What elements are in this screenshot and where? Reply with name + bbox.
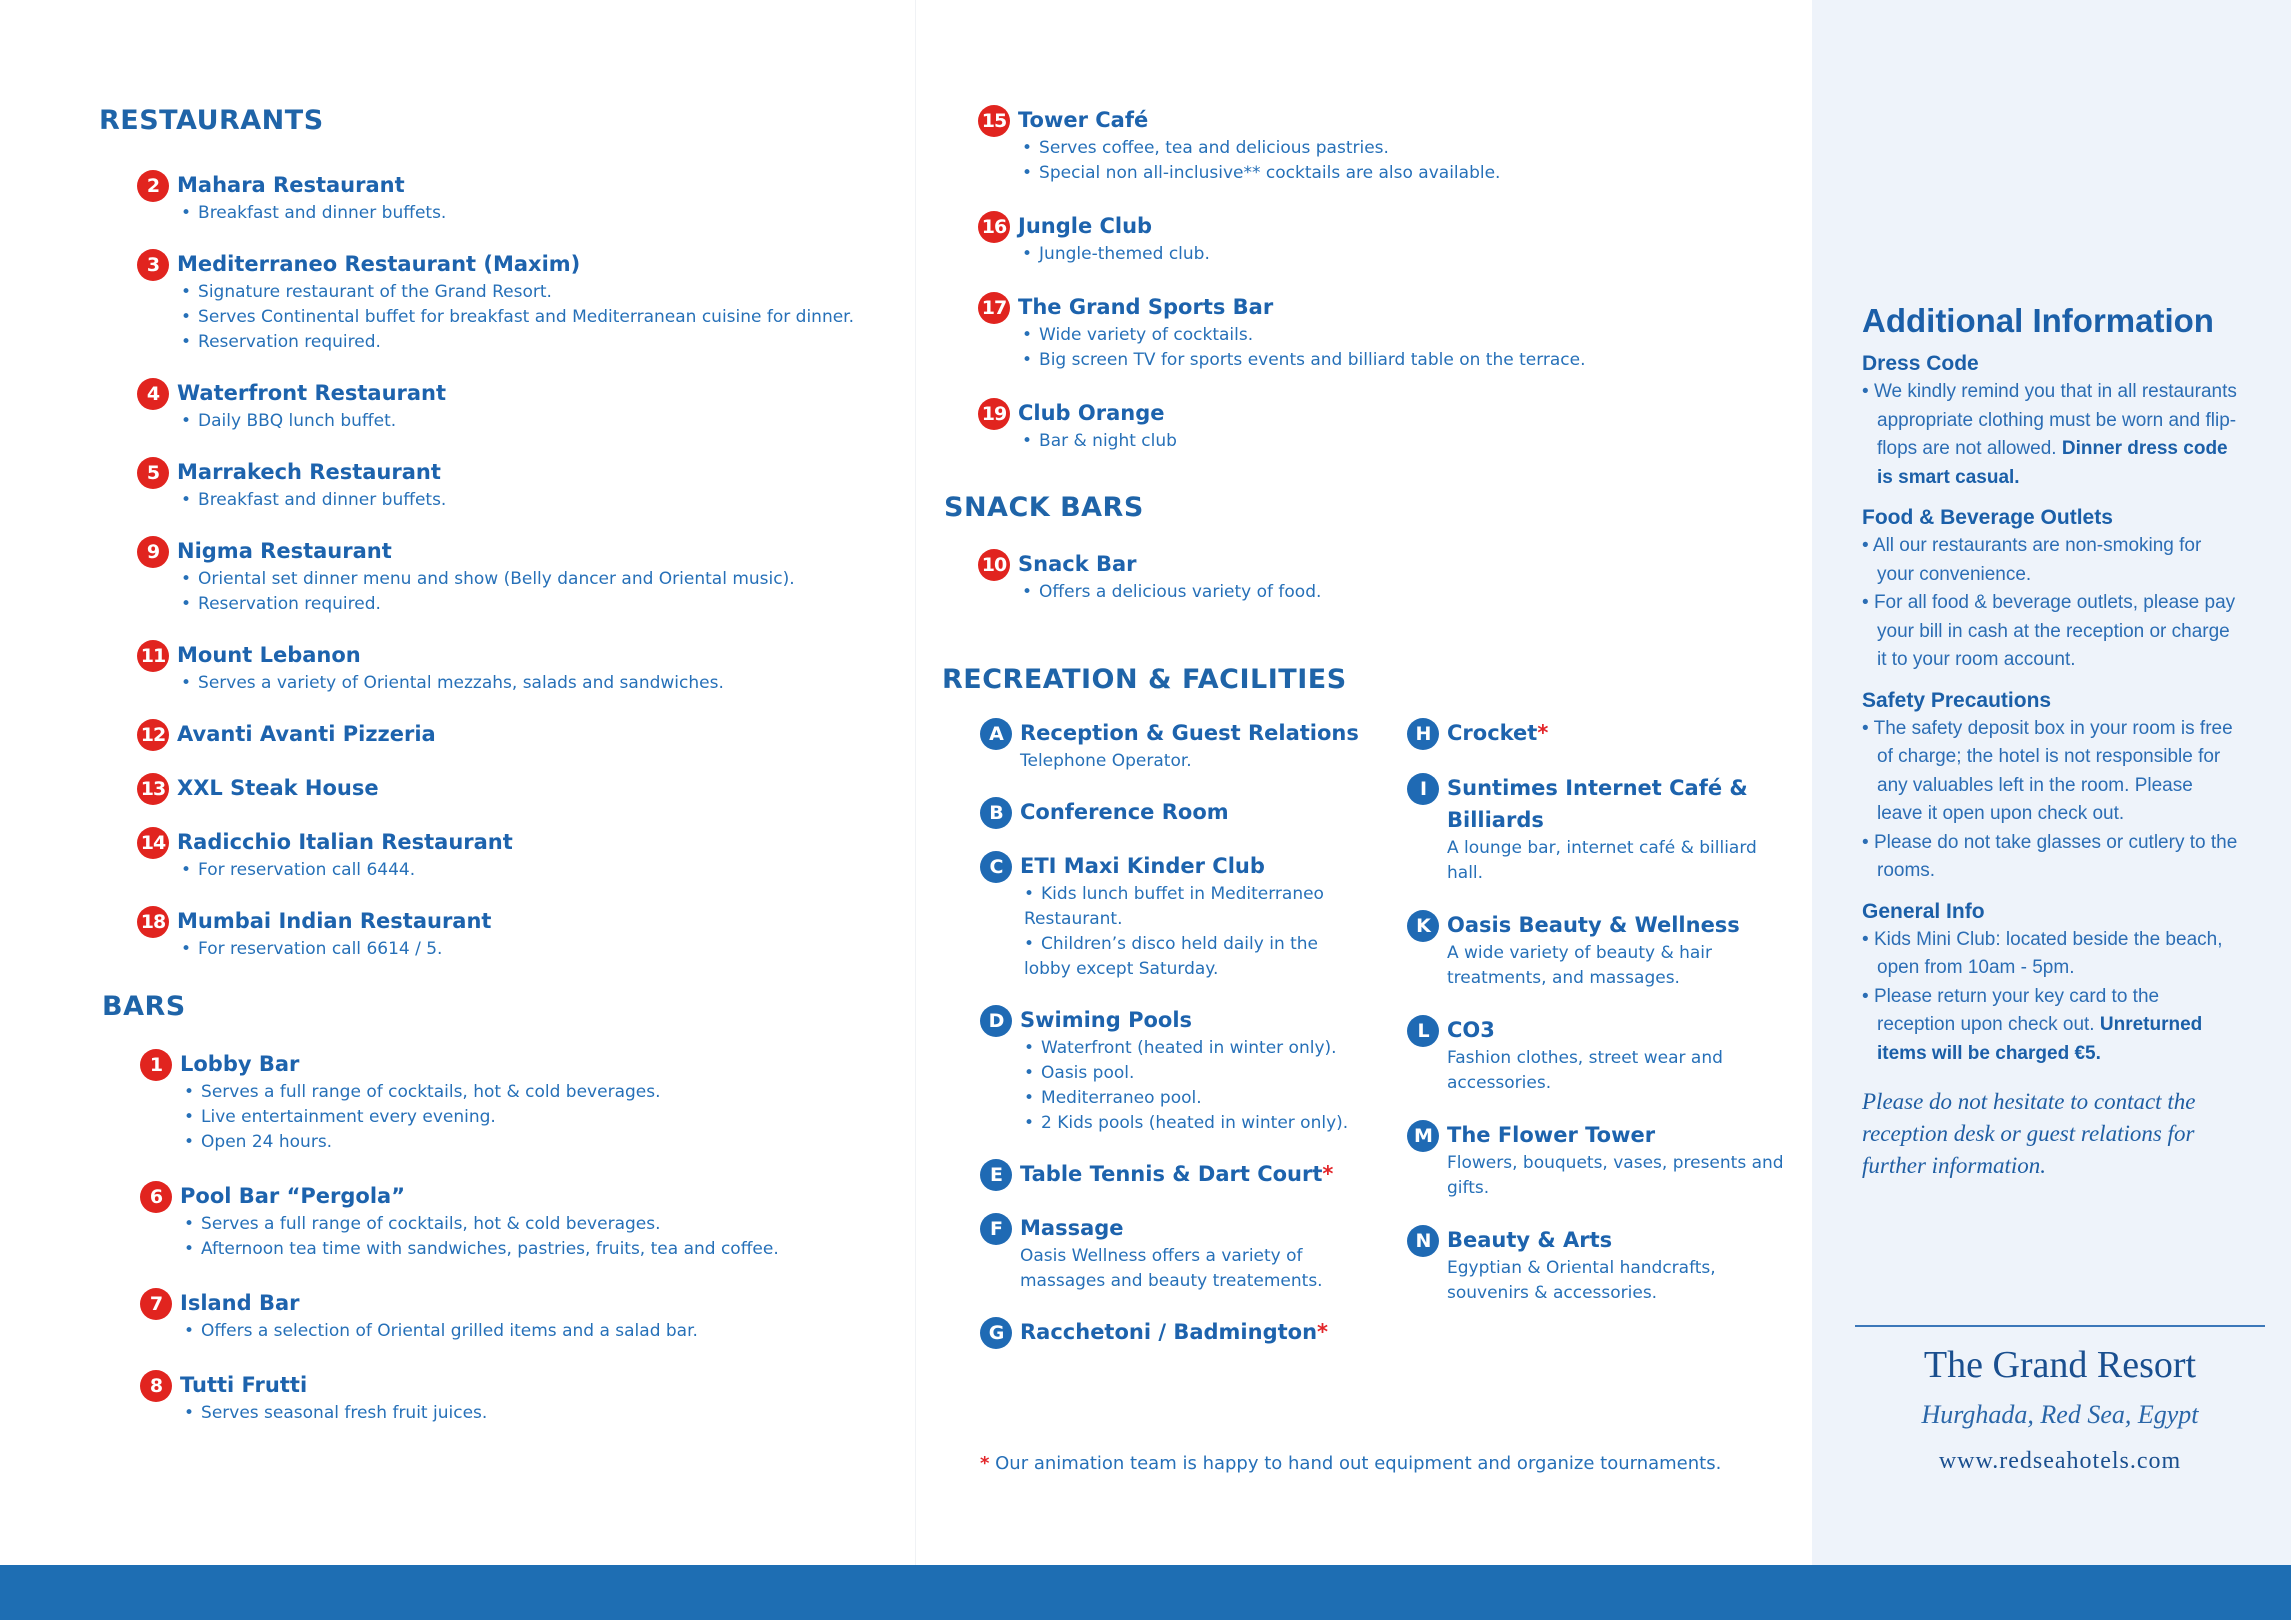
list-item xyxy=(980,796,1370,828)
item-name xyxy=(1020,1004,1370,1036)
food-outlets-title: Food & Beverage Outlets xyxy=(1862,506,2113,529)
item-name xyxy=(1018,397,1758,429)
letter-badge: F xyxy=(980,1213,1012,1245)
item-name xyxy=(1018,210,1758,242)
bullet-item: • Serves coffee, tea and delicious pastries. xyxy=(1022,136,1758,161)
resort-location: Hurghada, Red Sea, Egypt xyxy=(1921,1400,2199,1429)
item-name xyxy=(1018,548,1578,580)
recreation-section xyxy=(942,664,1742,695)
restaurants-list xyxy=(137,169,917,984)
item-description: Oasis Wellness offers a variety of massages and beauty treatements. xyxy=(1020,1246,1323,1291)
item-name-text: Marrakech Restaurant xyxy=(177,460,441,484)
item-name-text: Mediterraneo Restaurant (Maxim) xyxy=(177,252,581,276)
item-name xyxy=(1447,717,1797,749)
recreation-title: RECREATION & FACILITIES xyxy=(942,664,1347,695)
bullet-item: • Signature restaurant of the Grand Resort. xyxy=(181,280,917,305)
letter-badge: K xyxy=(1407,910,1439,942)
item-name-text: ETI Maxi Kinder Club xyxy=(1020,854,1265,878)
item-name-text: Tower Café xyxy=(1018,108,1149,132)
item-name-text: The Grand Sports Bar xyxy=(1018,295,1274,319)
list-item xyxy=(140,1369,920,1426)
dress-code-title: Dress Code xyxy=(1862,352,1979,375)
general-bullet: • Kids Mini Club: located beside the beach, open from 10am - 5pm. xyxy=(1862,926,2242,983)
letter-badge: B xyxy=(980,797,1012,829)
list-item xyxy=(978,397,1758,454)
list-item xyxy=(1407,1224,1797,1306)
bullet-item: • Daily BBQ lunch buffet. xyxy=(181,409,917,434)
item-name-text: Avanti Avanti Pizzeria xyxy=(177,722,436,746)
item-name xyxy=(1447,909,1797,941)
item-name-text: Beauty & Arts xyxy=(1447,1228,1613,1252)
safety-bullet: • The safety deposit box in your room is free of charge; the hotel is not responsible for any valuables left in the room. Please leave it open upon check out. xyxy=(1862,715,2242,829)
item-name-text: Conference Room xyxy=(1020,800,1229,824)
item-name xyxy=(177,377,917,409)
bullet-list xyxy=(1018,580,1578,605)
additional-info xyxy=(1862,302,2242,1182)
list-item xyxy=(140,1287,920,1344)
animation-footnote: * Our animation team is happy to hand out equipment and organize tournaments. xyxy=(980,1453,1722,1474)
bullet-list xyxy=(1018,136,1758,186)
bullet-item: • Jungle-themed club. xyxy=(1022,242,1758,267)
item-name xyxy=(177,905,917,937)
list-item xyxy=(980,850,1370,982)
item-name-text: The Flower Tower xyxy=(1447,1123,1656,1147)
number-badge: 16 xyxy=(978,211,1010,243)
item-name-text: Swiming Pools xyxy=(1020,1008,1193,1032)
item-name xyxy=(177,248,917,280)
bullet-item: • Wide variety of cocktails. xyxy=(1022,323,1758,348)
list-item xyxy=(978,210,1758,267)
item-name-text: Crocket xyxy=(1447,721,1538,745)
letter-badge: H xyxy=(1407,718,1439,750)
list-item xyxy=(137,456,917,513)
bullet-item: • Special non all-inclusive** cocktails are also available. xyxy=(1022,161,1758,186)
bullet-item: • Breakfast and dinner buffets. xyxy=(181,488,917,513)
item-name-text: Jungle Club xyxy=(1018,214,1153,238)
bullet-item: • Serves a variety of Oriental mezzahs, salads and sandwiches. xyxy=(181,671,917,696)
list-item xyxy=(1407,1119,1797,1201)
list-item xyxy=(140,1180,920,1262)
safety-title: Safety Precautions xyxy=(1862,688,2052,712)
resort-url-link[interactable]: www.redseahotels.com xyxy=(1938,1448,2182,1474)
item-description: Fashion clothes, street wear and accessories. xyxy=(1447,1048,1723,1093)
letter-badge: M xyxy=(1407,1120,1439,1152)
bottom-color-band xyxy=(0,1565,2291,1620)
asterisk-mark: * xyxy=(1537,721,1549,745)
item-name-text: Massage xyxy=(1020,1216,1124,1240)
item-name-text: Mahara Restaurant xyxy=(177,173,405,197)
bullet-list xyxy=(177,858,917,883)
item-name xyxy=(1018,291,1758,323)
list-item xyxy=(978,291,1758,373)
item-name xyxy=(180,1048,920,1080)
item-description: Telephone Operator. xyxy=(1020,751,1192,771)
bullet-item: • Serves a full range of cocktails, hot & cold beverages. xyxy=(184,1080,920,1105)
bullet-item: • Breakfast and dinner buffets. xyxy=(181,201,917,226)
number-badge: 19 xyxy=(978,398,1010,430)
asterisk-mark: * xyxy=(1322,1162,1334,1186)
item-name xyxy=(1020,1212,1370,1244)
number-badge: 8 xyxy=(140,1370,172,1402)
bullet-item: • For reservation call 6444. xyxy=(181,858,917,883)
item-name xyxy=(177,535,917,567)
bullet-item: • Serves a full range of cocktails, hot & cold beverages. xyxy=(184,1212,920,1237)
list-item xyxy=(1407,772,1797,886)
bullet-item: • Oriental set dinner menu and show (Belly dancer and Oriental music). xyxy=(181,567,917,592)
bullet-item: • 2 Kids pools (heated in winter only). xyxy=(1024,1111,1370,1136)
number-badge: 12 xyxy=(137,719,169,751)
item-name xyxy=(180,1369,920,1401)
bullet-list xyxy=(177,409,917,434)
bullet-item: • Offers a delicious variety of food. xyxy=(1022,580,1578,605)
bullet-item: • Kids lunch buffet in Mediterraneo Restaurant. xyxy=(1024,882,1370,932)
letter-badge: E xyxy=(980,1159,1012,1191)
list-item xyxy=(1407,717,1797,749)
recreation-right-list xyxy=(1407,717,1797,1329)
food-bullet: • All our restaurants are non-smoking for your convenience. xyxy=(1862,532,2242,589)
list-item xyxy=(137,169,917,226)
list-item xyxy=(137,639,917,696)
bullet-item: • Big screen TV for sports events and billiard table on the terrace. xyxy=(1022,348,1758,373)
item-name xyxy=(1020,1158,1370,1190)
bullet-item: • Reservation required. xyxy=(181,330,917,355)
list-item xyxy=(1407,1014,1797,1096)
bullet-list xyxy=(1018,323,1758,373)
list-item xyxy=(980,1316,1370,1348)
item-name-text: Pool Bar “Pergola” xyxy=(180,1184,406,1208)
item-name xyxy=(180,1180,920,1212)
item-description: Egyptian & Oriental handcrafts, souvenirs & accessories. xyxy=(1447,1258,1716,1303)
item-name-text: CO3 xyxy=(1447,1018,1495,1042)
item-name-text: Mount Lebanon xyxy=(177,643,361,667)
item-name xyxy=(1020,1316,1370,1348)
bullet-item: • Offers a selection of Oriental grilled items and a salad bar. xyxy=(184,1319,920,1344)
dress-code-text: • We kindly remind you that in all restaurants appropriate clothing must be worn and flip-flops are not allowed. Dinner dress code is smart casual. xyxy=(1862,378,2242,492)
bullet-item: • Children’s disco held daily in the lobby except Saturday. xyxy=(1024,932,1370,982)
bullet-item: • Mediterraneo pool. xyxy=(1024,1086,1370,1111)
bullet-item: • Oasis pool. xyxy=(1024,1061,1370,1086)
number-badge: 18 xyxy=(137,906,169,938)
bullet-list xyxy=(180,1080,920,1155)
number-badge: 11 xyxy=(137,640,169,672)
number-badge: 9 xyxy=(137,536,169,568)
bullet-item: • For reservation call 6614 / 5. xyxy=(181,937,917,962)
bars-title: BARS xyxy=(102,991,186,1022)
bullet-item: • Reservation required. xyxy=(181,592,917,617)
item-name xyxy=(1447,1224,1797,1256)
item-name xyxy=(177,639,917,671)
item-name-text: Tutti Frutti xyxy=(180,1373,308,1397)
restaurants-title: RESTAURANTS xyxy=(99,105,324,136)
item-description: Flowers, bouquets, vases, presents and gifts. xyxy=(1447,1153,1784,1198)
bullet-list xyxy=(177,937,917,962)
number-badge: 15 xyxy=(978,105,1010,137)
item-name-text: Oasis Beauty & Wellness xyxy=(1447,913,1740,937)
number-badge: 5 xyxy=(137,457,169,489)
letter-badge: N xyxy=(1407,1225,1439,1257)
bullet-list xyxy=(177,201,917,226)
number-badge: 1 xyxy=(140,1049,172,1081)
safety-bullet: • Please do not take glasses or cutlery to the rooms. xyxy=(1862,829,2242,886)
list-item xyxy=(137,248,917,355)
bullet-item: • Live entertainment every evening. xyxy=(184,1105,920,1130)
bullet-list xyxy=(177,671,917,696)
restaurants-section xyxy=(99,105,919,136)
list-item xyxy=(978,104,1758,186)
item-name-text: Snack Bar xyxy=(1018,552,1137,576)
list-item xyxy=(137,826,917,883)
general-info-title: General Info xyxy=(1862,899,1985,923)
snack-bars-title: SNACK BARS xyxy=(944,492,1144,523)
bullet-list xyxy=(180,1401,920,1426)
item-name xyxy=(1447,1119,1797,1151)
bullet-item: • Waterfront (heated in winter only). xyxy=(1024,1036,1370,1061)
letter-badge: A xyxy=(980,718,1012,750)
item-name-text: Nigma Restaurant xyxy=(177,539,392,563)
bullet-list xyxy=(1018,429,1758,454)
list-item xyxy=(980,717,1370,774)
bullet-item: • Bar & night club xyxy=(1022,429,1758,454)
additional-info-title: Additional Information xyxy=(1862,302,2214,339)
list-item xyxy=(1407,909,1797,991)
item-name-text: Club Orange xyxy=(1018,401,1165,425)
item-description: A lounge bar, internet café & billiard hall. xyxy=(1447,838,1757,883)
number-badge: 13 xyxy=(137,773,169,805)
item-name-text: Racchetoni / Badmington xyxy=(1020,1320,1318,1344)
resort-name: The Grand Resort xyxy=(1923,1344,2197,1386)
bullet-list xyxy=(180,1212,920,1262)
food-bullet: • For all food & beverage outlets, please pay your bill in cash at the reception or charge it to your room account. xyxy=(1862,589,2242,675)
letter-badge: L xyxy=(1407,1015,1439,1047)
list-item xyxy=(980,1212,1370,1294)
letter-badge: D xyxy=(980,1005,1012,1037)
item-name xyxy=(177,826,917,858)
item-name-text: Reception & Guest Relations xyxy=(1020,721,1359,745)
item-description: A wide variety of beauty & hair treatments, and massages. xyxy=(1447,943,1713,988)
item-name-text: Lobby Bar xyxy=(180,1052,300,1076)
letter-badge: G xyxy=(980,1317,1012,1349)
list-item xyxy=(980,1004,1370,1136)
number-badge: 7 xyxy=(140,1288,172,1320)
list-item xyxy=(137,905,917,962)
number-badge: 3 xyxy=(137,249,169,281)
list-item xyxy=(137,718,917,750)
list-item xyxy=(137,535,917,617)
number-badge: 14 xyxy=(137,827,169,859)
number-badge: 6 xyxy=(140,1181,172,1213)
letter-badge: C xyxy=(980,851,1012,883)
list-item xyxy=(137,772,917,804)
number-badge: 10 xyxy=(978,549,1010,581)
cafes-list xyxy=(978,104,1758,478)
item-name xyxy=(1020,717,1370,749)
item-name-text: Table Tennis & Dart Court xyxy=(1020,1162,1323,1186)
item-name xyxy=(180,1287,920,1319)
asterisk-mark: * xyxy=(1317,1320,1329,1344)
bullet-list xyxy=(180,1319,920,1344)
item-name xyxy=(177,772,917,804)
bullet-item: • Serves seasonal fresh fruit juices. xyxy=(184,1401,920,1426)
bars-list xyxy=(140,1048,920,1451)
item-name-text: XXL Steak House xyxy=(177,776,379,800)
bullet-list xyxy=(177,280,917,355)
general-bullet: • Please return your key card to the reception upon check out. Unreturned items will be charged €5. xyxy=(1862,983,2242,1069)
bullet-list xyxy=(177,488,917,513)
bullet-item: • Afternoon tea time with sandwiches, pastries, fruits, tea and coffee. xyxy=(184,1237,920,1262)
item-name-text: Mumbai Indian Restaurant xyxy=(177,909,492,933)
list-item xyxy=(137,377,917,434)
bullet-list xyxy=(177,567,917,617)
item-name xyxy=(1018,104,1758,136)
recreation-left-list xyxy=(980,717,1370,1370)
list-item xyxy=(140,1048,920,1155)
list-item xyxy=(980,1158,1370,1190)
item-name-text: Island Bar xyxy=(180,1291,300,1315)
bullet-list xyxy=(1020,1036,1370,1136)
bars-section xyxy=(102,991,922,1022)
item-name-text: Radicchio Italian Restaurant xyxy=(177,830,513,854)
bullet-item: • Open 24 hours. xyxy=(184,1130,920,1155)
number-badge: 17 xyxy=(978,292,1010,324)
contact-note: Please do not hesitate to contact the reception desk or guest relations for further information. xyxy=(1862,1089,2196,1178)
letter-badge: I xyxy=(1407,773,1439,805)
item-name xyxy=(1020,796,1370,828)
bullet-list xyxy=(1018,242,1758,267)
item-name xyxy=(177,456,917,488)
item-name xyxy=(1020,850,1370,882)
bullet-item: • Serves Continental buffet for breakfast and Mediterranean cuisine for dinner. xyxy=(181,305,917,330)
item-name xyxy=(1447,1014,1797,1046)
item-name xyxy=(177,718,917,750)
list-item xyxy=(978,548,1578,605)
snack-bars-list xyxy=(978,548,1578,625)
snack-bars-section xyxy=(944,492,1544,523)
bullet-list xyxy=(1020,882,1370,982)
number-badge: 2 xyxy=(137,170,169,202)
number-badge: 4 xyxy=(137,378,169,410)
item-name xyxy=(1447,772,1797,836)
item-name-text: Waterfront Restaurant xyxy=(177,381,447,405)
item-name-text: Suntimes Internet Café & Billiards xyxy=(1447,776,1748,832)
item-name xyxy=(177,169,917,201)
resort-divider xyxy=(1855,1325,2265,1327)
